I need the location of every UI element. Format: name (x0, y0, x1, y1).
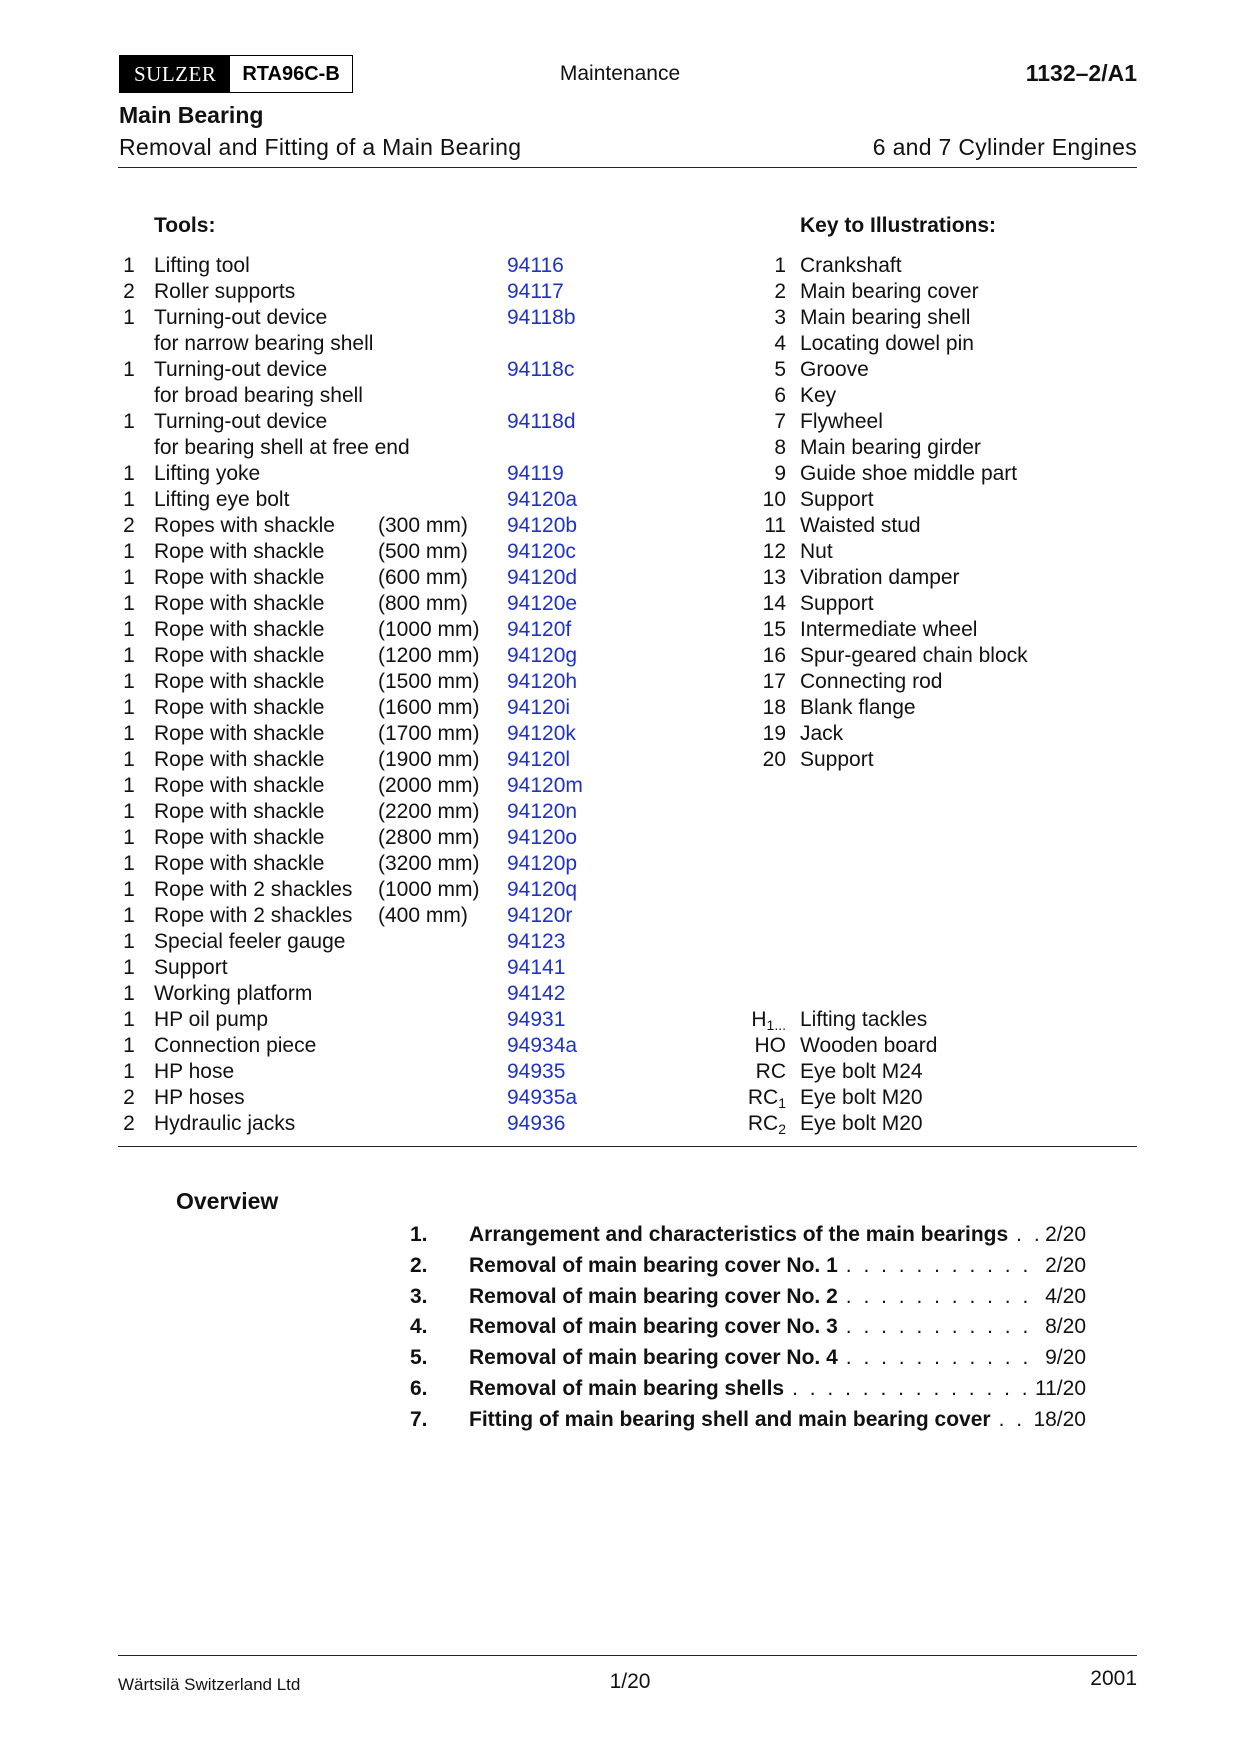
overview-item-number: 2. (410, 1253, 428, 1277)
document-number: 1132–2/A1 (1025, 60, 1137, 86)
key-description: Blank flange (800, 696, 916, 719)
brand-logo (119, 55, 353, 93)
key-heading: Key to Illustrations: (800, 214, 997, 237)
tool-code: 94120c (507, 540, 576, 563)
section-label: Maintenance (559, 62, 681, 85)
tool-code: 94123 (507, 930, 566, 953)
tool-quantity: 2 (123, 1112, 135, 1135)
tool-quantity: 1 (123, 254, 135, 277)
tool-quantity: 1 (123, 904, 135, 927)
tool-code: 94120n (507, 800, 578, 823)
key-description: Intermediate wheel (800, 618, 978, 641)
key-description: Main bearing shell (800, 306, 971, 329)
key-number: 13 (762, 566, 786, 589)
tool-code: 94118c (507, 358, 575, 381)
tool-quantity: 1 (123, 696, 135, 719)
tool-code: 94936 (507, 1112, 566, 1135)
header-divider (118, 167, 1137, 168)
key-number: 17 (762, 670, 786, 693)
tool-rope-length: (300 mm) (378, 514, 468, 537)
overview-item-number: 3. (410, 1284, 428, 1308)
key-description: Waisted stud (800, 514, 921, 537)
tool-name: Rope with shackle (154, 774, 325, 797)
tool-name: Lifting yoke (154, 462, 261, 485)
tool-name: Rope with shackle (154, 696, 325, 719)
tool-quantity: 1 (123, 618, 135, 641)
tool-quantity: 1 (123, 930, 135, 953)
tool-quantity: 1 (123, 1008, 135, 1031)
key-symbol (724, 1007, 786, 1033)
tool-name: Rope with shackle (154, 722, 325, 745)
key-number: 1 (774, 254, 786, 277)
key-description: Main bearing girder (800, 436, 981, 459)
overview-item[interactable] (410, 1374, 1086, 1404)
tool-code: 94120b (507, 514, 578, 537)
tool-code: 94120p (507, 852, 578, 875)
tool-rope-length: (1200 mm) (378, 644, 480, 667)
key-number: 6 (774, 384, 786, 407)
footer-divider (118, 1655, 1137, 1656)
key-number: 19 (762, 722, 786, 745)
tool-code: 94120e (507, 592, 578, 615)
tool-code: 94120k (507, 722, 576, 745)
tool-name: for broad bearing shell (154, 384, 363, 407)
tool-quantity: 1 (123, 670, 135, 693)
tool-code: 94119 (507, 462, 564, 485)
tool-name: Hydraulic jacks (154, 1112, 296, 1135)
tool-quantity: 1 (123, 852, 135, 875)
key-description: Guide shoe middle part (800, 462, 1018, 485)
overview-item-number: 7. (410, 1407, 428, 1431)
tools-divider (118, 1146, 1137, 1147)
key-symbol-description: Eye bolt M20 (800, 1112, 923, 1135)
tool-name: Rope with shackle (154, 540, 325, 563)
key-description: Crankshaft (800, 254, 902, 277)
overview-leader-dots (846, 1343, 1039, 1373)
tool-code: 94120o (507, 826, 578, 849)
footer-year: 2001 (1090, 1667, 1137, 1690)
tool-quantity: 1 (123, 1060, 135, 1083)
tool-rope-length: (1700 mm) (378, 722, 480, 745)
overview-item[interactable] (410, 1251, 1086, 1281)
key-description: Support (800, 592, 874, 615)
key-number: 15 (762, 618, 786, 641)
overview-item-title: Removal of main bearing cover No. 1 (469, 1253, 838, 1277)
tool-code: 94118b (507, 306, 576, 329)
tool-quantity: 1 (123, 566, 135, 589)
tool-quantity: 1 (123, 722, 135, 745)
tool-name: Roller supports (154, 280, 296, 303)
overview-leader-dots (846, 1282, 1039, 1312)
overview-item[interactable] (410, 1220, 1086, 1250)
tool-rope-length: (1000 mm) (378, 618, 480, 641)
tool-name: HP hoses (154, 1086, 245, 1109)
key-description: Flywheel (800, 410, 883, 433)
overview-item-number: 6. (410, 1377, 428, 1400)
overview-item[interactable] (410, 1282, 1086, 1312)
footer-company: Wärtsilä Switzerland Ltd (118, 1675, 301, 1694)
key-number: 12 (762, 540, 786, 563)
tool-quantity: 1 (123, 1034, 135, 1057)
key-number: 3 (774, 306, 786, 329)
tool-code: 94120d (507, 566, 578, 589)
key-number: 20 (762, 748, 786, 771)
tool-name: Turning-out device (154, 306, 328, 329)
tool-code: 94931 (507, 1008, 566, 1031)
overview-leader-dots (846, 1251, 1039, 1281)
engine-variant: 6 and 7 Cylinder Engines (872, 134, 1137, 160)
key-symbol (724, 1085, 786, 1111)
tool-quantity: 2 (123, 514, 135, 537)
tool-code: 94117 (507, 280, 564, 303)
tool-rope-length: (1500 mm) (378, 670, 480, 693)
tool-quantity (118, 435, 140, 461)
overview-item-page: 2/20 (1045, 1253, 1086, 1277)
tool-code: 94142 (507, 982, 566, 1005)
tool-code: 94120h (507, 670, 578, 693)
tool-quantity (118, 383, 140, 409)
key-description: Groove (800, 358, 869, 381)
tool-quantity: 1 (123, 826, 135, 849)
tool-quantity: 1 (123, 982, 135, 1005)
tool-quantity: 1 (123, 774, 135, 797)
tool-name: Rope with 2 shackles (154, 904, 353, 927)
tool-quantity: 2 (123, 280, 135, 303)
tools-heading: Tools: (154, 214, 216, 237)
tool-quantity: 1 (123, 592, 135, 615)
key-number: 5 (774, 358, 786, 381)
tool-code: 94120r (507, 904, 573, 927)
tool-name: Working platform (154, 982, 313, 1005)
tool-name: Rope with shackle (154, 748, 325, 771)
key-number: 18 (762, 696, 786, 719)
tool-code: 94120l (507, 748, 571, 771)
overview-item[interactable] (410, 1312, 1086, 1342)
tool-name: Rope with shackle (154, 826, 325, 849)
tool-name: Rope with shackle (154, 670, 325, 693)
key-symbol (724, 1033, 786, 1059)
tool-code: 94934a (507, 1034, 578, 1057)
page-subtitle: Removal and Fitting of a Main Bearing (119, 134, 522, 160)
key-symbol-text: RC (747, 1112, 779, 1135)
key-number: 2 (774, 280, 786, 303)
overview-leader-dots (846, 1312, 1039, 1342)
tool-code: 94118d (507, 410, 576, 433)
overview-item-number: 5. (410, 1346, 428, 1370)
tool-quantity (118, 331, 140, 357)
overview-leader-dots (792, 1374, 1029, 1404)
tool-quantity: 1 (123, 540, 135, 563)
key-description: Vibration damper (800, 566, 960, 589)
key-symbol-text: H (751, 1008, 767, 1031)
tool-name: Connection piece (154, 1034, 317, 1057)
engine-model: RTA96C-B (242, 63, 340, 85)
overview-item-title: Removal of main bearing cover No. 2 (469, 1284, 838, 1308)
tool-rope-length: (2000 mm) (378, 774, 480, 797)
key-symbol-text: RC (755, 1060, 786, 1083)
key-description: Key (800, 384, 837, 407)
tool-quantity: 1 (123, 306, 135, 329)
tool-quantity: 1 (123, 748, 135, 771)
tool-code: 94120g (507, 644, 578, 667)
tool-quantity: 1 (123, 488, 135, 511)
tool-code: 94120q (507, 878, 578, 901)
tool-name: Ropes with shackle (154, 514, 335, 537)
overview-item-title: Arrangement and characteristics of the main bearings (469, 1223, 1009, 1246)
key-symbol-description: Wooden board (800, 1034, 938, 1057)
tool-name: Support (154, 956, 228, 979)
tool-quantity: 1 (123, 878, 135, 901)
tool-code: 94141 (507, 956, 566, 979)
key-symbol-text: HO (754, 1034, 786, 1057)
key-description: Jack (800, 722, 844, 745)
key-symbol-description: Eye bolt M24 (800, 1060, 923, 1083)
tool-quantity: 1 (123, 800, 135, 823)
overview-heading: Overview (176, 1188, 279, 1214)
tool-rope-length: (400 mm) (378, 904, 468, 927)
tool-name: Rope with shackle (154, 592, 325, 615)
key-description: Nut (800, 540, 833, 563)
overview-leader-dots (999, 1405, 1028, 1435)
tool-rope-length: (1600 mm) (378, 696, 480, 719)
key-description: Support (800, 748, 874, 771)
overview-leader-dots (1016, 1220, 1039, 1250)
brand-name: SULZER (120, 56, 230, 92)
tool-code: 94120m (507, 774, 583, 797)
tool-code: 94120f (507, 618, 572, 641)
key-description: Main bearing cover (800, 280, 979, 303)
tool-name: Lifting tool (154, 254, 250, 277)
key-symbol-description: Eye bolt M20 (800, 1086, 923, 1109)
key-symbol-description: Lifting tackles (800, 1008, 928, 1031)
key-number: 16 (762, 644, 786, 667)
key-description: Spur-geared chain block (800, 644, 1028, 667)
tool-name: Turning-out device (154, 358, 328, 381)
tool-quantity: 1 (123, 644, 135, 667)
tool-quantity: 1 (123, 462, 135, 485)
overview-item[interactable] (410, 1343, 1086, 1373)
key-symbol-subscript: 1... (766, 1017, 786, 1033)
key-number: 14 (762, 592, 786, 615)
overview-item-title: Removal of main bearing shells (469, 1377, 785, 1400)
overview-item-page: 18/20 (1033, 1407, 1086, 1431)
overview-item-page: 11/20 (1035, 1377, 1086, 1400)
tool-code: 94935a (507, 1086, 578, 1109)
page-title: Main Bearing (119, 102, 264, 128)
key-number: 8 (774, 436, 786, 459)
key-symbol-subscript: 1 (778, 1095, 786, 1111)
key-description: Locating dowel pin (800, 332, 974, 355)
key-number: 4 (774, 332, 786, 355)
overview-item-number: 1. (410, 1223, 428, 1246)
tool-rope-length: (500 mm) (378, 540, 468, 563)
tool-quantity: 2 (123, 1086, 135, 1109)
page-number: 1/20 (609, 1670, 651, 1693)
key-number: 7 (774, 410, 786, 433)
overview-item-page: 8/20 (1045, 1315, 1086, 1339)
tool-rope-length: (2800 mm) (378, 826, 480, 849)
key-symbol-subscript: 2 (778, 1121, 786, 1137)
overview-item-title: Fitting of main bearing shell and main bearing cover (469, 1407, 991, 1431)
tool-code: 94935 (507, 1060, 566, 1083)
tool-rope-length: (3200 mm) (378, 852, 480, 875)
key-number: 11 (764, 514, 786, 537)
tool-name: Rope with 2 shackles (154, 878, 353, 901)
overview-item[interactable] (410, 1405, 1086, 1435)
overview-item-page: 9/20 (1045, 1346, 1086, 1370)
tool-quantity: 1 (123, 956, 135, 979)
key-number: 9 (774, 462, 786, 485)
tool-name: for narrow bearing shell (154, 332, 374, 355)
tool-name: Rope with shackle (154, 566, 325, 589)
tool-quantity: 1 (123, 410, 135, 433)
tool-name: Rope with shackle (154, 800, 325, 823)
key-description: Connecting rod (800, 670, 943, 693)
tool-rope-length: (1900 mm) (378, 748, 480, 771)
tool-name: Special feeler gauge (154, 930, 346, 953)
key-number: 10 (762, 488, 786, 511)
tool-name: HP oil pump (154, 1008, 269, 1031)
key-symbol (724, 1059, 786, 1085)
key-description: Support (800, 488, 874, 511)
tool-code: 94116 (507, 254, 564, 277)
tool-rope-length: (1000 mm) (378, 878, 480, 901)
overview-item-page: 2/20 (1045, 1223, 1086, 1246)
tool-rope-length: (600 mm) (378, 566, 468, 589)
tool-name: Lifting eye bolt (154, 488, 290, 511)
key-symbol-text: RC (747, 1086, 779, 1109)
tool-code: 94120a (507, 488, 578, 511)
overview-item-page: 4/20 (1045, 1284, 1086, 1308)
tool-name: Rope with shackle (154, 618, 325, 641)
tool-name: Rope with shackle (154, 852, 325, 875)
key-symbol (724, 1111, 786, 1137)
tool-rope-length: (800 mm) (378, 592, 468, 615)
tool-rope-length: (2200 mm) (378, 800, 480, 823)
tool-quantity: 1 (123, 358, 135, 381)
tool-name: HP hose (154, 1060, 235, 1083)
overview-item-title: Removal of main bearing cover No. 3 (469, 1315, 838, 1339)
overview-item-number: 4. (410, 1315, 428, 1339)
tool-name: Rope with shackle (154, 644, 325, 667)
tool-name: for bearing shell at free end (154, 436, 410, 459)
tool-name: Turning-out device (154, 410, 328, 433)
tool-code: 94120i (507, 696, 571, 719)
overview-item-title: Removal of main bearing cover No. 4 (469, 1346, 838, 1370)
